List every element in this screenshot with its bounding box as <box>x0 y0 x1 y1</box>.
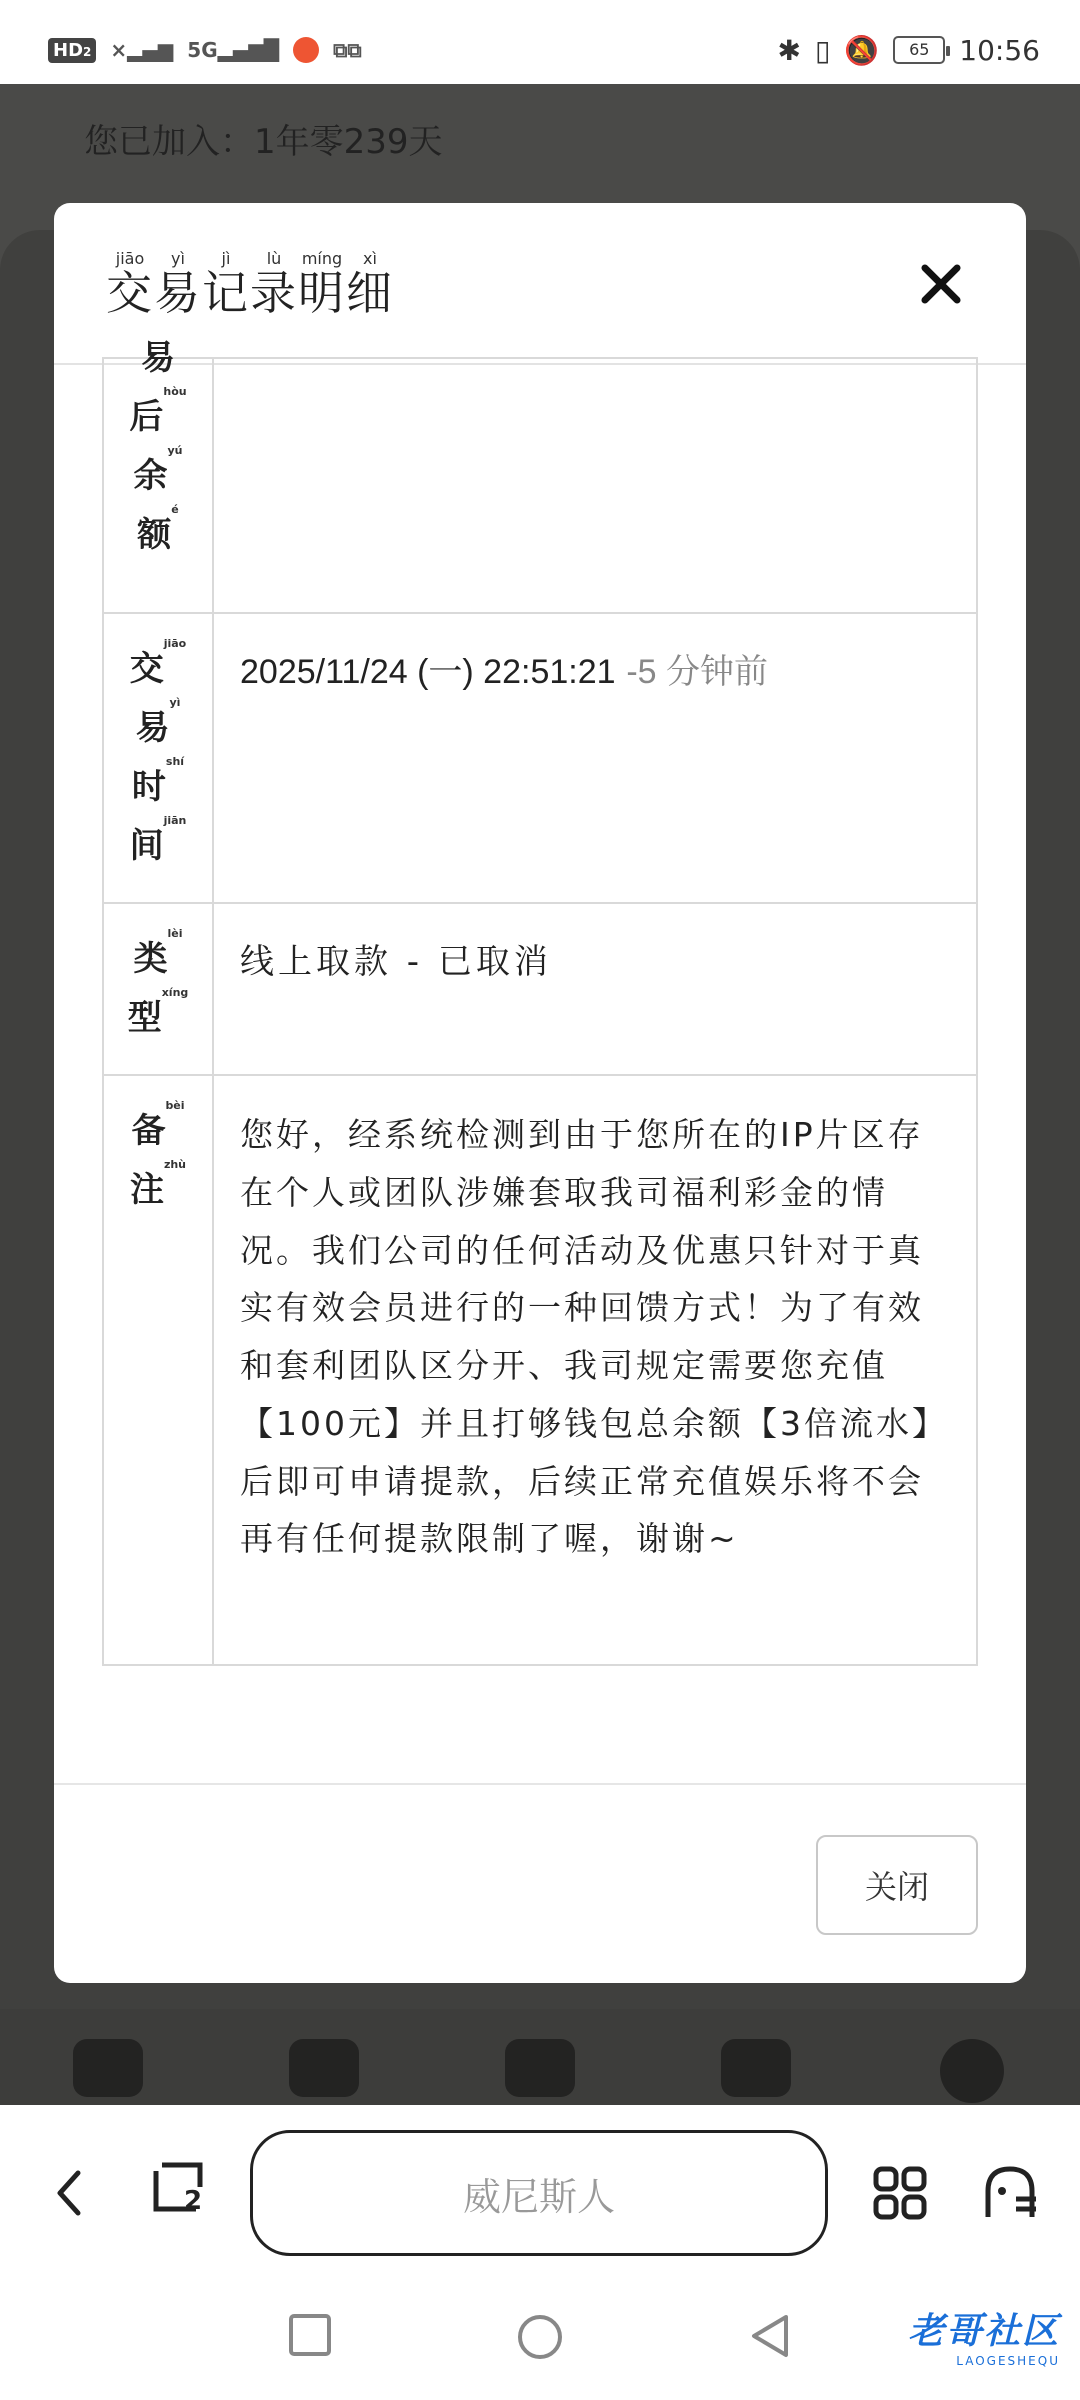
back-triangle-icon[interactable] <box>748 2313 792 2359</box>
recents-icon[interactable] <box>288 2313 332 2357</box>
remark-label: 备bèi 注zhù <box>129 1099 187 1211</box>
hd-badge: HD2 <box>48 38 96 63</box>
vibrate-icon: ▯ <box>815 33 831 67</box>
signal-1-icon: ×▂▄▆ <box>110 38 174 62</box>
watermark-text: 老哥社区 <box>907 2310 1060 2352</box>
remark-label-cell <box>103 1075 213 1665</box>
app-notification-icon <box>293 37 319 63</box>
relative-time: -5 分钟前 <box>626 653 769 691</box>
modal-body[interactable] <box>54 338 1026 1567</box>
status-right <box>778 30 1040 70</box>
signal-5g-icon: 5G▂▄▆█ <box>187 38 280 62</box>
profile-icon <box>940 2039 1004 2103</box>
detail-table <box>102 338 978 1666</box>
type-label-cell <box>103 903 213 1075</box>
time-label: 交jiāo 易yì 时shí 间jiān <box>129 637 187 867</box>
watermark-sub: LAOGESHEQU <box>956 2353 1060 2368</box>
system-nav-bar <box>0 2275 1080 2400</box>
balance-label: 易 后hòu 余yú 额é <box>129 338 187 556</box>
menu-ghost-icon[interactable] <box>980 2163 1040 2223</box>
transaction-detail-modal <box>54 203 1026 1983</box>
balance-label-cell <box>103 338 213 613</box>
transaction-time: 2025/11/24 (一) 22:51:21 <box>240 653 616 691</box>
table-row <box>103 613 977 903</box>
close-button[interactable]: 关闭 <box>816 1835 978 1935</box>
bluetooth-icon: ✱ <box>777 33 801 67</box>
remark-value-cell <box>213 1075 977 1665</box>
status-left <box>48 30 362 70</box>
modal-footer <box>54 1783 1026 1983</box>
mute-bell-icon: 🔕 <box>844 33 880 67</box>
gift-icon <box>505 2039 575 2097</box>
table-row <box>103 1075 977 1665</box>
joined-duration: 您已加入：1年零239天 <box>84 122 443 162</box>
link-icon: ⧉⧉ <box>333 38 362 62</box>
users-icon <box>289 2039 359 2097</box>
transaction-type: 线上取款 - 已取消 <box>240 942 552 982</box>
time-label-cell <box>103 613 213 903</box>
time-value-cell <box>213 613 977 903</box>
clock-time: 10:56 <box>959 33 1040 67</box>
modal-header <box>54 203 1026 365</box>
tabs-icon[interactable] <box>148 2157 208 2217</box>
browser-toolbar <box>0 2105 1080 2275</box>
watermark-logo <box>830 2295 1060 2375</box>
status-bar <box>0 0 1080 84</box>
address-text: 威尼斯人 <box>462 2174 615 2219</box>
table-row <box>103 903 977 1075</box>
home-icon <box>73 2039 143 2097</box>
svg-text:2: 2 <box>184 2186 203 2216</box>
remark-text: 您好，经系统检测到由于您所在的IP片区存在个人或团队涉嫌套取我司福利彩金的情况。我们公司的任何活动及优惠只针对于真实有效会员进行的一种回馈方式！为了有效和套利团队区分开、我司规定需要您充值【100元】并且打够钱包总余额【3倍流水】后即可申请提款，后续正常充值娱乐将不会再有任何提款限制了喔，谢谢~ <box>240 1115 948 1559</box>
modal-title: 交jiāo易yì记jì录lù明míng细xì <box>106 249 394 320</box>
close-icon[interactable] <box>918 261 964 307</box>
apps-grid-icon[interactable] <box>870 2163 930 2223</box>
battery-icon: 65 <box>893 36 945 64</box>
table-row <box>103 358 977 613</box>
home-circle-icon[interactable] <box>516 2313 564 2361</box>
type-label: 类lèi 型xíng <box>127 927 189 1039</box>
back-icon[interactable] <box>48 2163 88 2223</box>
address-bar[interactable] <box>250 2130 828 2256</box>
headset-icon <box>721 2039 791 2097</box>
type-value-cell <box>213 903 977 1075</box>
balance-value <box>213 358 977 613</box>
